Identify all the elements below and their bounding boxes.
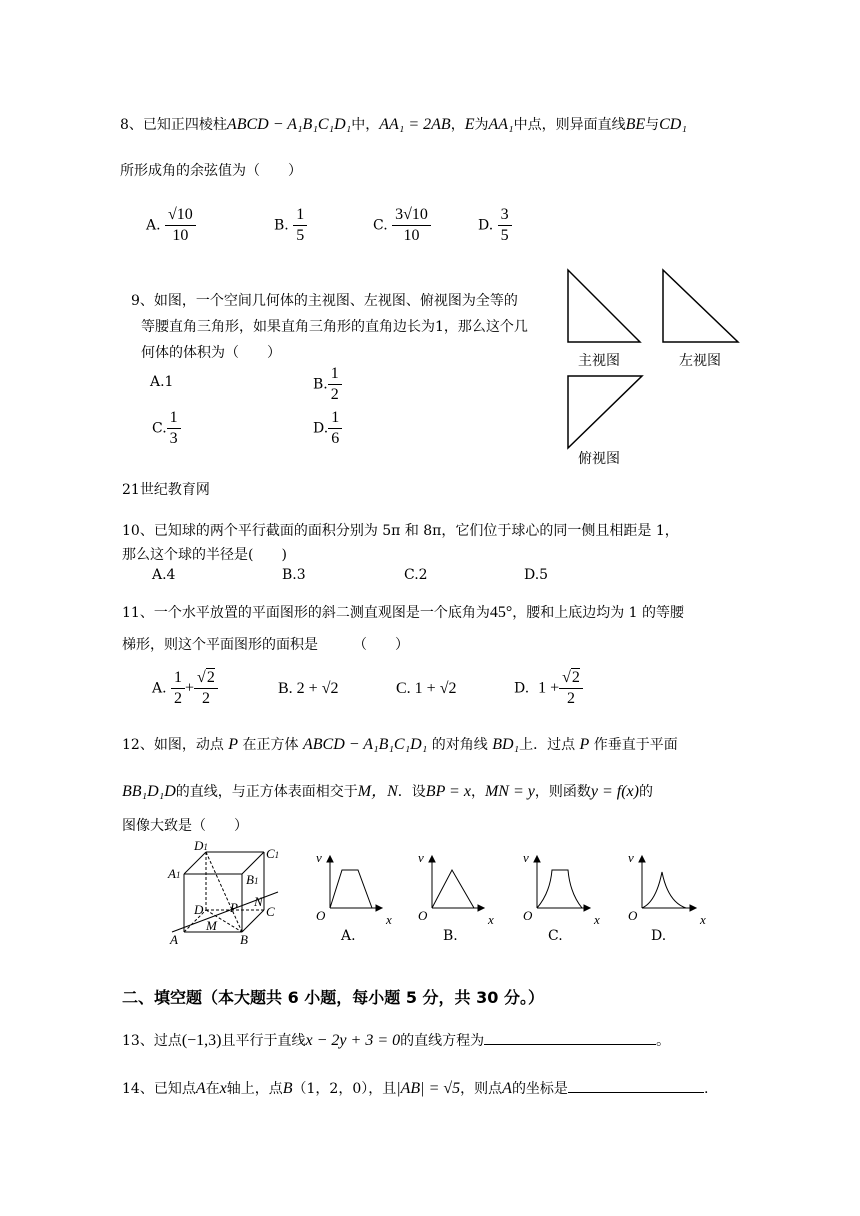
svg-text:x: x (594, 912, 600, 927)
svg-text:O: O (628, 908, 638, 923)
q11-option-d: D. 1 + $\frac{√2}{2}$ (514, 668, 583, 709)
graph-label-a: A. (341, 928, 356, 944)
q9-option-d: D. $\frac{1}{6}$ (313, 408, 342, 449)
svg-text:N: N (254, 894, 263, 909)
q11-option-b: B. 2 + √2 (278, 680, 339, 697)
svg-text:C: C (266, 904, 275, 919)
svg-text:x: x (488, 912, 494, 927)
svg-text:v: v (418, 850, 424, 865)
graph-label-c: C. (548, 928, 563, 944)
svg-text:D1: D1 (194, 838, 208, 853)
svg-text:P: P (230, 900, 238, 915)
svg-text:O: O (523, 908, 533, 923)
left-view-triangle (663, 270, 738, 342)
front-view-triangle (568, 270, 640, 342)
view-label-front: 主视图 (578, 353, 620, 369)
q11-line1: 11、一个水平放置的平面图形的斜二测直观图是一个底角为45°，腰和上底边均为 1 的等腰 (122, 604, 685, 621)
q8-option-c: C. $\frac{3√10}{10}$ (373, 205, 431, 246)
q12-line1: 12、如图，动点 P 在正方体 ABCD − A₁B₁C₁D₁ 的对角线 BD₁上．过点 P 作垂直于平面 (122, 736, 678, 753)
svg-text:M: M (206, 918, 217, 933)
svg-text:v: v (523, 850, 529, 865)
svg-text:O: O (316, 908, 326, 923)
q12-line3: 图像大致是（ ） (122, 818, 248, 834)
svg-text:x: x (700, 912, 706, 927)
q8-option-b: B. $\frac{1}{5}$ (274, 205, 307, 246)
q13-line: 13、过点(−1,3)且平行于直线x − 2y + 3 = 0的直线方程为 。 (122, 1032, 671, 1049)
q14-answer-blank[interactable] (568, 1092, 704, 1093)
q10-option-a: A.4 (152, 567, 176, 583)
q9-line3: 何体的体积为（ ） (141, 345, 281, 361)
q10-option-d: D.5 (524, 567, 549, 583)
svg-text:O: O (418, 908, 428, 923)
svg-text:B1: B1 (246, 872, 259, 887)
svg-text:x: x (386, 912, 392, 927)
q10-option-c: C.2 (404, 567, 428, 583)
q11-option-c: C. 1 + √2 (396, 680, 457, 697)
graph-label-b: B. (443, 928, 458, 944)
q12-graphs (312, 848, 732, 928)
view-label-left: 左视图 (679, 353, 721, 369)
q9-option-b: B. $\frac{1}{2}$ (313, 364, 342, 405)
q11-option-a: A. $\frac{1}{2}$ + $\frac{√2}{2}$ (152, 668, 218, 709)
watermark-text: 21世纪教育网 (122, 482, 210, 498)
q10-line2: 那么这个球的半径是( ) (122, 547, 287, 563)
q14-line: 14、已知点A在x轴上，点B（1，2，0），且|AB| = √5，则点A的坐标是 . (122, 1080, 709, 1097)
q8-line1: 8、已知正四棱柱ABCD − A₁B₁C₁D₁中，AA₁ = 2AB，E为AA₁中点，则异面直线BE与CD₁ (120, 116, 687, 133)
svg-text:C1: C1 (266, 846, 280, 861)
q11-line2: 梯形，则这个平面图形的面积是 （ ） (122, 637, 409, 653)
q10-option-b: B.3 (282, 567, 306, 583)
q9-line1: 9、如图，一个空间几何体的主视图、左视图、俯视图为全等的 (131, 293, 518, 309)
q8-option-a: A. $\frac{√10}{10}$ (146, 205, 196, 246)
graph-label-d: D. (651, 928, 667, 944)
section-2-heading: 二、填空题（本大题共 6 小题，每小题 5 分，共 30 分。） (122, 988, 544, 1007)
q9-option-c: C. $\frac{1}{3}$ (152, 408, 181, 449)
svg-text:A: A (170, 932, 178, 947)
svg-text:v: v (628, 850, 634, 865)
cube-figure (160, 838, 290, 950)
svg-text:A1: A1 (168, 866, 181, 881)
q8-option-d: D. $\frac{3}{5}$ (478, 205, 512, 246)
svg-text:D: D (194, 902, 204, 917)
view-label-top: 俯视图 (578, 451, 620, 467)
q12-line2: BB₁D₁D的直线，与正方体表面相交于M，N．设BP = x，MN = y，则函数y = f(x)的 (122, 783, 653, 800)
q13-answer-blank[interactable] (484, 1044, 656, 1045)
q9-line2: 等腰直角三角形，如果直角三角形的直角边长为1，那么这个几 (141, 319, 528, 335)
q10-line1: 10、已知球的两个平行截面的面积分别为 5π 和 8π，它们位于球心的同一侧且相距是 1， (122, 523, 679, 539)
q8-line2: 所形成角的余弦值为（ ） (120, 163, 302, 179)
svg-text:B: B (240, 932, 248, 947)
q9-option-a: A.1 (150, 374, 174, 390)
top-view-triangle (568, 376, 642, 448)
svg-text:v: v (316, 850, 322, 865)
